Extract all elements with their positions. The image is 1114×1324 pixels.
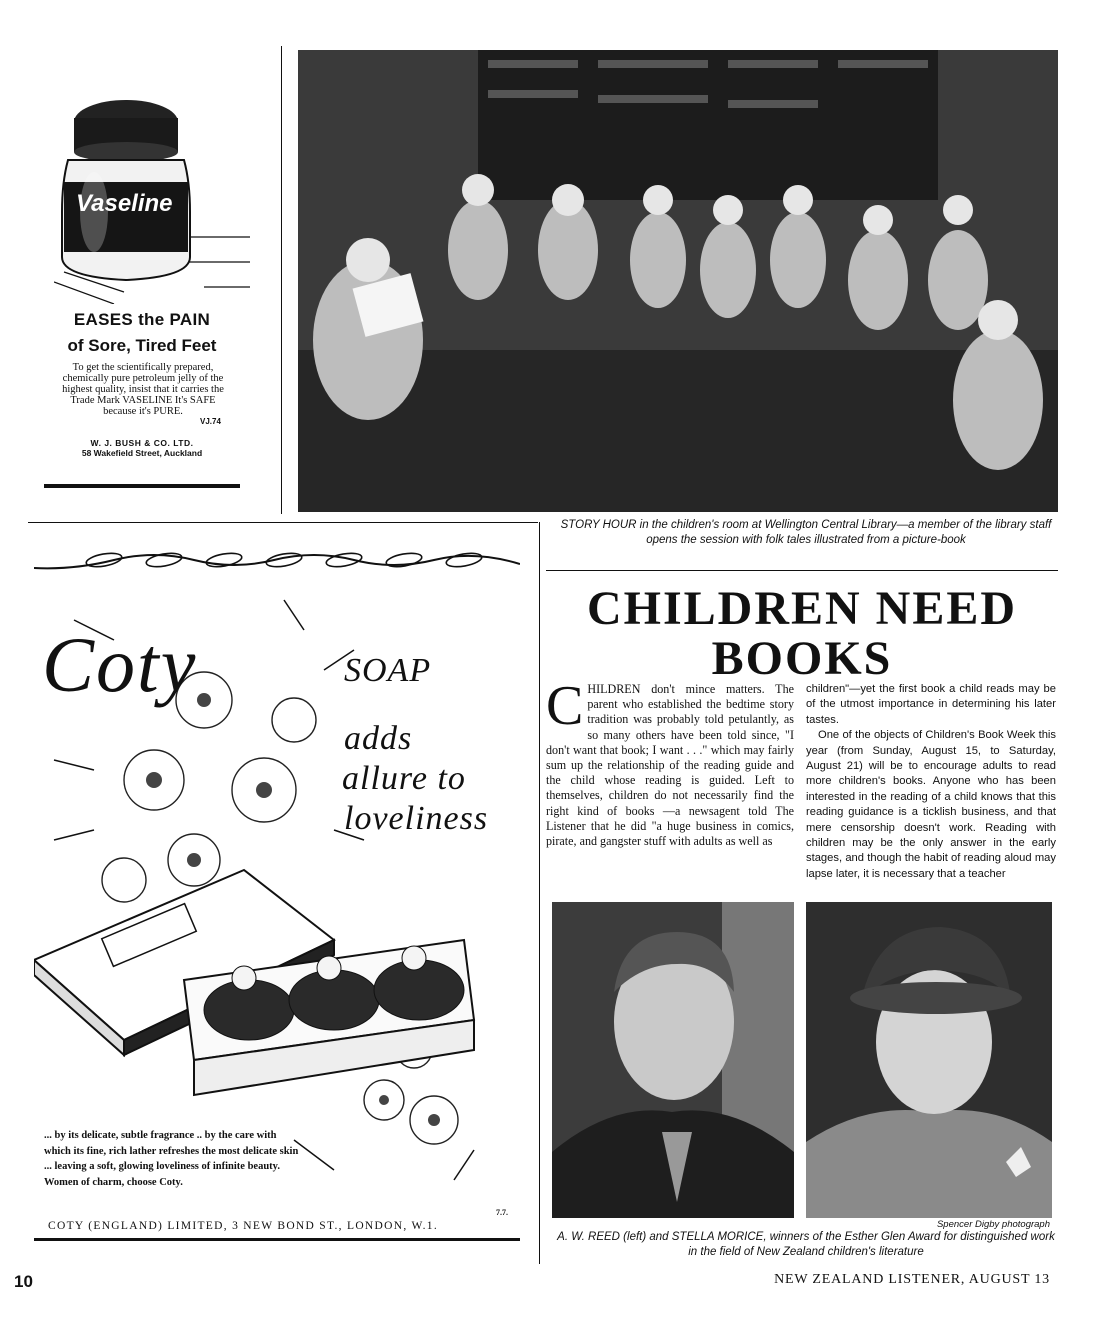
- coty-decorative-border: [34, 548, 520, 574]
- coty-tagline-loveliness: loveliness: [344, 800, 489, 837]
- coty-ad-code: 7.7.: [496, 1208, 508, 1217]
- coty-tagline-soap: SOAP: [344, 652, 432, 689]
- vaseline-body-copy: To get the scientifically prepared, chemically pure petroleum jelly of the highest quality, insist that it carries the Trade Mark VASELINE It's SAFE because it's PURE.: [62, 362, 224, 417]
- coty-footer-address: COTY (ENGLAND) LIMITED, 3 NEW BOND ST., LONDON, W.1.: [48, 1220, 438, 1232]
- portrait-reed-photo: [552, 902, 794, 1218]
- vaseline-company-name: W. J. BUSH & CO. LTD.: [90, 438, 194, 448]
- divider-column-vertical: [539, 522, 540, 1264]
- article-drop-cap: C: [546, 675, 584, 737]
- vaseline-bottom-rule: [44, 484, 240, 488]
- divider-vaseline-right: [281, 46, 282, 514]
- article-col2-para-2: One of the objects of Children's Book Week this year (from Sunday, August 15, to Saturday, August 21) will be to encourage adults to read more children's books. Anyone who has been interested in the reading of a child knows that this reading guidance is a ticklish business, and that mere censorship doesn't work. Reading with children may be the only answer in the early stages, and though the habit of reading aloud may lapse later, it is necessary that a teacher: [806, 729, 1056, 880]
- vaseline-company-address: 58 Wakefield Street, Auckland: [81, 448, 203, 458]
- divider-caption-rule: [546, 570, 1058, 571]
- portrait-morice-photo: [806, 902, 1052, 1218]
- article-column-1: [546, 675, 794, 849]
- article-col1-text: HILDREN don't mince matters. The parent who established the bedtime story tradition was probably told petulantly, as so many others have been told since, "I don't want that book; I want . . ." which may fairly sum up the relationship of the reading guide and the child whose reading is guided. Left to themselves, children do not necessarily find the right kind of books —a newsagent told The Listener that he did "a huge business in comics, pirate, and gangster stuff with adults as well as: [546, 682, 794, 849]
- vaseline-headline-2: of Sore, Tired Feet: [67, 336, 217, 355]
- coty-tagline-adds: adds: [344, 720, 413, 757]
- vaseline-ad-code: VJ.74: [200, 417, 221, 426]
- footer-masthead: NEW ZEALAND LISTENER, AUGUST 13: [774, 1272, 1050, 1287]
- portrait-photo-credit: Spencer Digby photograph: [936, 1219, 1050, 1230]
- coty-body-copy: ... by its delicate, subtle fragrance .. by the care with which its fine, rich lather refreshes the most delicate skin ... leaving a soft, glowing loveliness of infinite beauty. Women of charm, choose Coty.: [44, 1130, 299, 1188]
- article-column-2: [806, 682, 1056, 882]
- vaseline-headline-1: EASES the PAIN: [73, 310, 211, 329]
- divider-top-horizontal: [28, 522, 538, 523]
- story-hour-caption: STORY HOUR in the children's room at Wellington Central Library—a member of the library staff opens the session with folk tales illustrated from a picture-book: [560, 519, 1052, 546]
- vaseline-jar-label: Vaseline: [76, 190, 173, 217]
- coty-bottom-rule: [34, 1238, 520, 1241]
- portrait-caption: A. W. REED (left) and STELLA MORICE, winners of the Esther Glen Award for distinguished work in the field of New Zealand children's literature: [557, 1231, 1055, 1258]
- page-number: 10: [14, 1272, 33, 1291]
- article-headline: CHILDREN NEED BOOKS: [586, 582, 1018, 685]
- coty-tagline-allure: allure to: [342, 760, 466, 797]
- coty-brand-script: Coty: [42, 621, 198, 708]
- article-col2-para-1: children"—yet the first book a child reads may be of the utmost importance in determining his later tastes.: [806, 683, 1056, 726]
- story-hour-photo: [298, 50, 1058, 512]
